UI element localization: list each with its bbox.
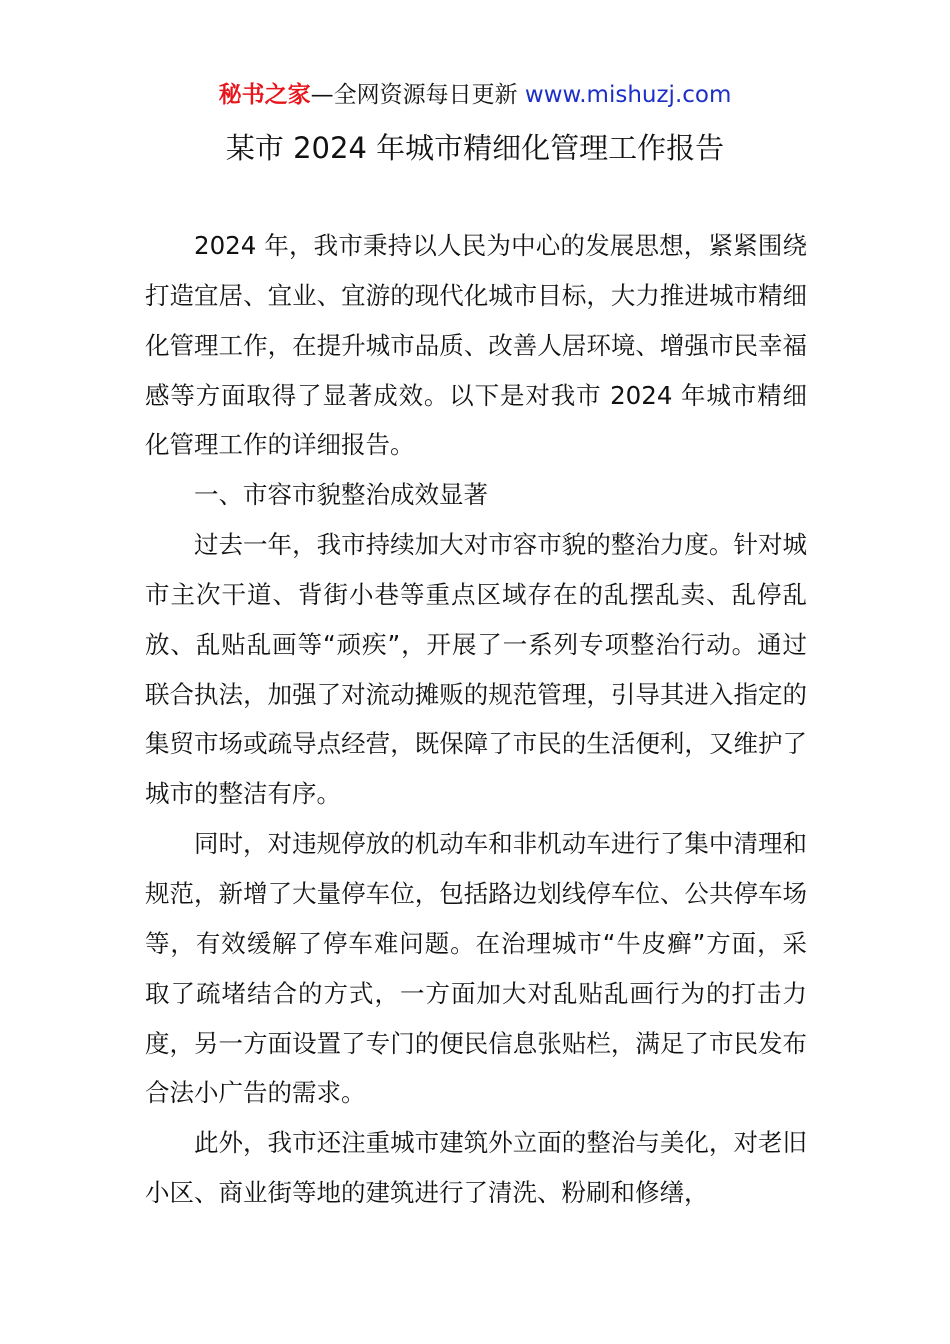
paragraph-facades: 此外，我市还注重城市建筑外立面的整治与美化，对老旧小区、商业街等地的建筑进行了清洗、粉刷和修缮， [145, 1128, 807, 1208]
section-heading-1: 一、市容市貌整治成效显著 [194, 480, 488, 510]
brand-name[interactable]: 秘书之家 [218, 82, 311, 108]
paragraph-parking: 同时，对违规停放的机动车和非机动车进行了集中清理和规范，新增了大量停车位，包括路边划线停车位、公共停车场等，有效缓解了停车难问题。在治理城市“牛皮癣”方面，采取了疏堵结合的方式，一方面加大对乱贴乱画行为的打击力度，另一方面设置了专门的便民信息张贴栏，满足了市民发布合法小广告的需求。 [145, 829, 807, 1108]
header-tagline: —全网资源每日更新 [310, 82, 518, 108]
document-title: 某市 2024 年城市精细化管理工作报告 [225, 131, 725, 165]
paragraph-intro: 2024 年，我市秉持以人民为中心的发展思想，紧紧围绕打造宜居、宜业、宜游的现代化城市目标，大力推进城市精细化管理工作，在提升城市品质、改善人居环境、增强市民幸福感等方面取得了显著成效。以下是对我市 2024 年城市精细化管理工作的详细报告。 [145, 231, 807, 460]
paragraph-cityscape: 过去一年，我市持续加大对市容市貌的整治力度。针对城市主次干道、背街小巷等重点区域存在的乱摆乱卖、乱停乱放、乱贴乱画等“顽疾”，开展了一系列专项整治行动。通过联合执法，加强了对流动摊贩的规范管理，引导其进入指定的集贸市场或疏导点经营，既保障了市民的生活便利，又维护了城市的整洁有序。 [145, 530, 807, 809]
site-url-link[interactable]: www.mishuzj.com [524, 82, 732, 108]
site-header [0, 78, 950, 112]
document-body [145, 221, 807, 1218]
